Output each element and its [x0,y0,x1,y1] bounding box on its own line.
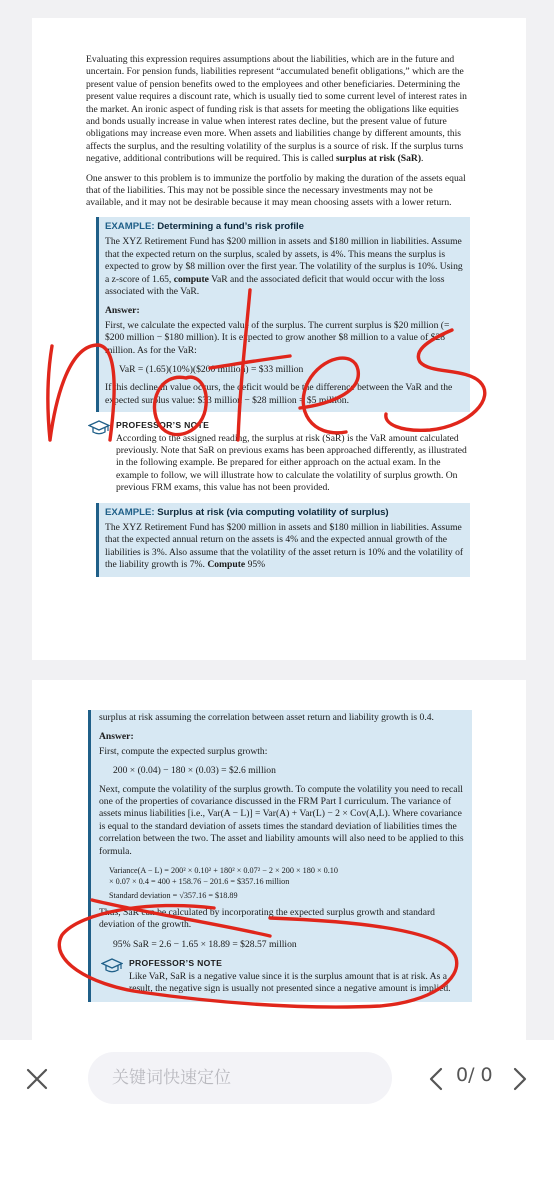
example-2-body-b: 95% [245,559,266,571]
intro-paragraph [86,54,470,166]
graduation-cap-icon [88,419,110,437]
page-1-content [86,54,470,584]
example-1-title [105,221,465,233]
intro-end: . [421,153,424,165]
graduation-cap-icon [101,957,123,975]
professor-note-1 [86,419,470,494]
professor-note-2 [99,957,466,995]
step-2-text: Next, compute the volatility of the surplus growth. To compute the volatility you need to recall one of the properties of covariance discussed in the FRM Part I curriculum. The variance of assets minus liabilities [i.e., Var(A − L)] = Var(A) + Var(L) − 2 × Cov(A,L). Where covariance is equal to the standard deviation of assets times the standard deviation of liabilities times the correlation between the two. The asset and liability amounts will also need to be applied to this formula. [99,783,464,857]
stddev-line: Standard deviation = √357.16 = $18.89 [109,891,238,901]
example-2-keyword: Compute [207,559,246,571]
professor-note-2-text: Like VaR, SaR is a negative value since it is the surplus amount that is at risk. As a result, the negative sign is usually not presented since a negative amount is implied. [129,970,451,995]
step-1-text: First, compute the expected surplus growth: [99,745,268,757]
variance-calculation [109,865,466,901]
example-2-continued-text: surplus at risk assuming the correlation between asset return and liability growth is 0.4. [99,712,434,723]
search-toolbar [0,1040,554,1200]
example-1-keyword: compute [173,273,209,285]
chevron-left-icon[interactable] [426,1066,446,1092]
example-1-conclusion: If this decline in value occurs, the deficit would be the difference between the VaR and the expected surplus value: $33 million − $28 million = $5 million. [105,382,453,406]
chevron-right-icon[interactable] [510,1066,530,1092]
page-2-content [94,710,472,1002]
document-page-2 [32,680,526,1042]
example-2-body [105,522,465,572]
example-2-title [105,507,465,519]
intro-text: Evaluating this expression requires assumptions about the liabilities, which are in the future and uncertain. For pension funds, liabilities represent “accumulated benefit obligations,” which are the present value of pension benefits owed to the employees and other beneficiaries. Determining the present value requires a discount rate, which is usually tied to some current level of interest rates in the market. An ironic aspect of funding risk is that assets for meeting the obligations like equities and bonds usually increase in value when interest rates decline, but the present value of future obligations may increase even more. When assets and liabilities change by different amounts, this affects the surplus, and the resulting volatility of the surplus is a source of risk. If the surplus turns negative, additional contributions will be required. This is called [86,54,467,165]
example-1-answer-label: Answer: [105,305,140,317]
example-2-answer-label: Answer: [99,731,134,743]
example-2-body-a: The XYZ Retirement Fund has $200 million in assets and $180 million in liabilities. Assume that the expected annual return on the assets is 4% and the expected annual growth of the liabilities is 3%. Also assume that the volatility of the asset return is 10% and the volatility of the liability growth is 7%. [105,522,464,571]
sar-formula: 95% SaR = 2.6 − 1.65 × 18.89 = $28.57 million [113,938,297,950]
professor-note-1-text: According to the assigned reading, the surplus at risk (SaR) is the VaR amount calculated previously. Note that SaR on previous exams has been approached differently, as illustrated in the following example. Be prepared for either approach on the actual exam. In the example to follow, we will illustrate how to calculate the volatility of surplus growth. On previous FRM exams, this value has not been provided. [116,432,467,494]
variance-line-2: × 0.07 × 0.4 = 400 + 158.76 − 201.6 = $357.16 million [109,877,290,887]
example-2-title-text: Surplus at risk (via computing volatility of surplus) [157,506,389,518]
example-box-2 [96,503,470,577]
search-input[interactable] [88,1052,392,1104]
example-1-body-b: VaR and the associated deficit that would occur with the loss associated with the VaR. [105,273,445,297]
example-1-answer-text: First, we calculate the expected value of the surplus. The current surplus is $20 million (= $200 million − $180 million). It is expected to grow another $8 million to a value of $28 million. As for the VaR: [105,319,450,356]
close-icon[interactable] [24,1066,50,1092]
match-count: 0/ 0 [456,1064,493,1086]
example-1-body-a: The XYZ Retirement Fund has $200 million in assets and $180 million in liabilities. Assume that the expected return on the surplus, scaled by assets, is 4%. This means the surplus is expected to grow by $8 million over the first year. The volatility of the surplus is 10%. Using a z-score of 1.65, [105,236,463,285]
step-3-text: Thus, SaR can be calculated by incorporating the expected surplus growth and standard deviation of the growth. [99,907,435,931]
example-label: EXAMPLE: [105,220,155,232]
document-page-1 [32,18,526,660]
example-2-label: EXAMPLE: [105,506,155,518]
surplus-at-risk-term: surplus at risk (SaR) [336,153,422,165]
professor-note-1-title: PROFESSOR’S NOTE [116,420,210,431]
var-formula: VaR = (1.65)(10%)($200 million) = $33 million [119,363,304,375]
variance-line-1: Variance(A − L) = 200² × 0.10² + 180² × 0.07² − 2 × 200 × 180 × 0.10 [109,866,338,876]
example-title-text: Determining a fund’s risk profile [157,220,305,232]
surplus-growth-formula: 200 × (0.04) − 180 × (0.03) = $2.6 million [113,765,276,777]
solution-paragraph: One answer to this problem is to immunize the portfolio by making the duration of the assets equal that of the liabilities. This may not be possible since the necessary investments may not be available, and it may not be desirable because it may mean choosing assets with a lower return. [86,172,466,209]
example-1-body [105,236,465,298]
example-box-1 [96,217,470,412]
example-2-continued [88,710,472,1002]
professor-note-2-title: PROFESSOR’S NOTE [129,958,223,969]
